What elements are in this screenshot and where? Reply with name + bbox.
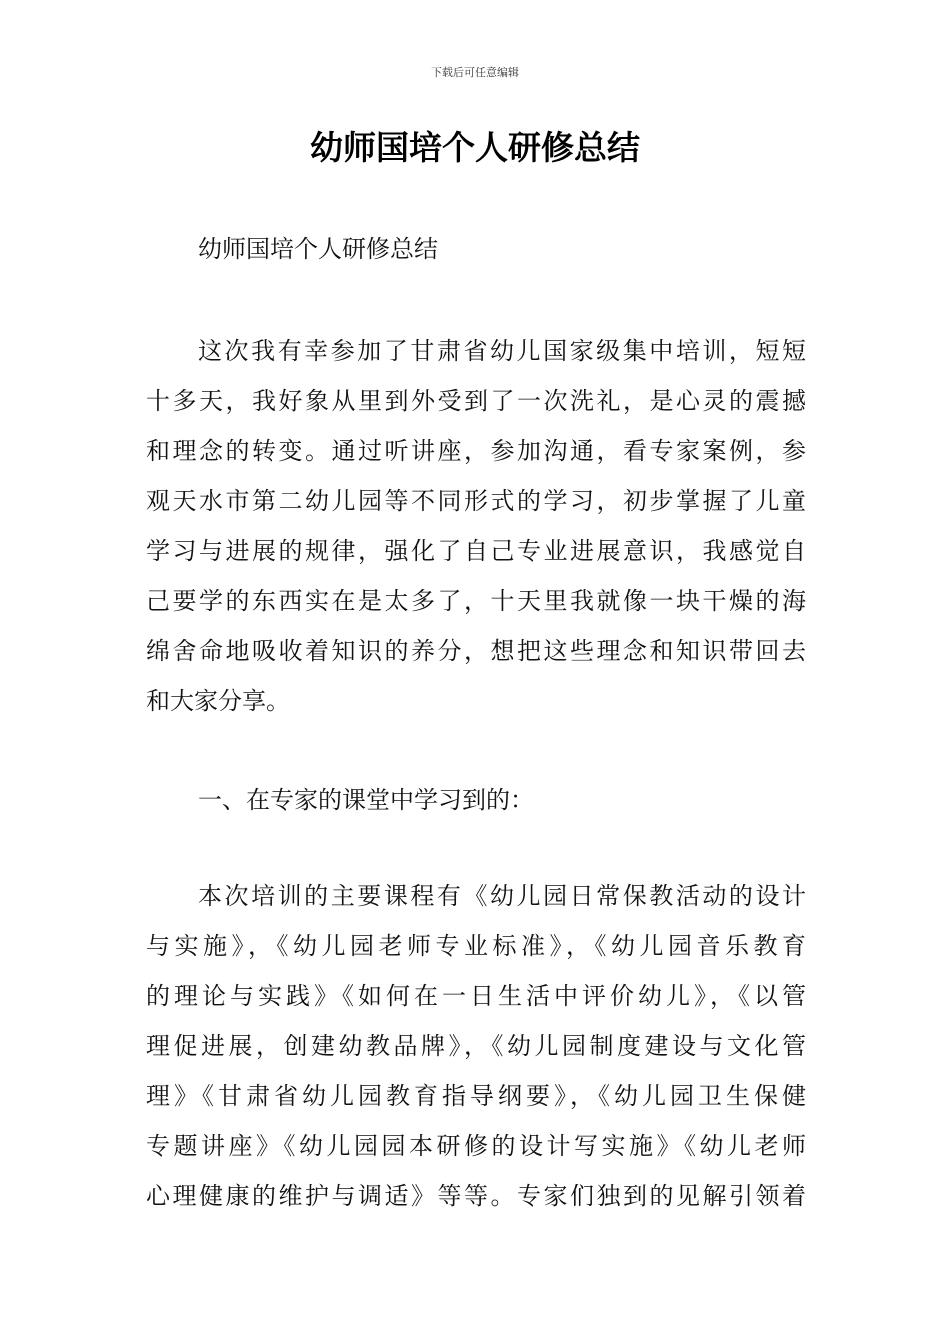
document-subtitle [146,224,806,274]
paragraph-line: 专题讲座》《幼儿园园本研修的设计写实施》《幼儿老师 [146,1132,806,1160]
paragraph-line: 与实施》，《幼儿园老师专业标准》，《幼儿园音乐教育 [146,932,806,960]
paragraph-line: 理》《甘肃省幼儿园教育指导纲要》，《幼儿园卫生保健 [146,1082,806,1110]
section-heading [146,775,806,825]
paragraph-line: 十多天，我好象从里到外受到了一次洗礼，是心灵的震撼 [146,387,806,415]
paragraph-intro [146,326,806,726]
paragraph-line: 本次培训的主要课程有《幼儿园日常保教活动的设计 [198,882,806,910]
paragraph-line: 观天水市第二幼儿园等不同形式的学习，初步掌握了儿童 [146,487,806,515]
paragraph-line: 的理论与实践》《如何在一日生活中评价幼儿》，《以管 [146,982,806,1010]
paragraph-line: 理促进展，创建幼教品牌》，《幼儿园制度建设与文化管 [146,1032,806,1060]
paragraph-line: 和理念的转变。通过听讲座，参加沟通，看专家案例，参 [146,437,806,465]
paragraph-line: 心理健康的维护与调适》等等。专家们独到的见解引领着 [146,1182,806,1210]
section-heading-line: 一、在专家的课堂中学习到的： [198,786,534,814]
document-title: 幼师国培个人研修总结 [310,128,640,167]
paragraph-line: 己要学的东西实在是太多了，十天里我就像一块干燥的海 [146,587,806,615]
subtitle-line: 幼师国培个人研修总结 [198,235,438,263]
paragraph-line: 这次我有幸参加了甘肃省幼儿国家级集中培训，短短 [198,337,806,365]
paragraph-line: 绵舍命地吸收着知识的养分，想把这些理念和知识带回去 [146,637,806,665]
page-header-note: 下载后可任意编辑 [431,66,519,79]
paragraph-line: 学习与进展的规律，强化了自己专业进展意识，我感觉自 [146,537,806,565]
paragraph-line: 和大家分享。 [146,687,290,715]
paragraph-courses [146,871,806,1221]
